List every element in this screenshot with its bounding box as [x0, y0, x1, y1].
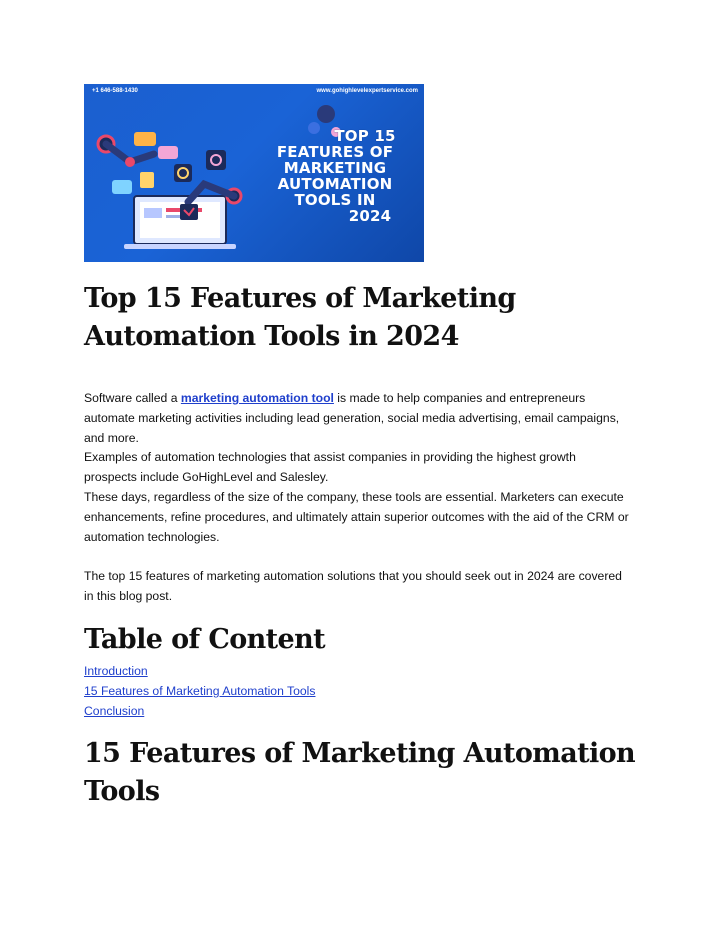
toc-link-features[interactable]: 15 Features of Marketing Automation Tools — [84, 683, 316, 698]
toc-link-introduction[interactable]: Introduction — [84, 664, 148, 678]
banner-phone: +1 646-588-1430 — [92, 88, 138, 94]
intro-essential-text: These days, regardless of the size of the company, these tools are essential. Marketers can execute enhancements, refine procedures, and ultimately attain superior outcomes with the aid of the CRM or automation technologies. — [84, 489, 629, 544]
features-section-heading: 15 Features of Marketing Automation Tools — [84, 738, 636, 807]
toc-heading: Table of Content — [84, 624, 326, 655]
banner-headline-line: TOP 15 — [334, 127, 396, 145]
article-title: Top 15 Features of Marketing Automation Tools in 2024 — [84, 283, 516, 352]
summary-paragraph: The top 15 features of marketing automation solutions that you should seek out in 2024 are covered in this blog post. — [84, 569, 622, 603]
intro-paragraph — [84, 389, 629, 547]
banner-headline-line: TOOLS IN — [294, 191, 376, 209]
toc-item — [84, 682, 315, 702]
intro-text: is made to help companies and entrepreneurs automate marketing activities including lead generation, social media advertising, email campaigns, and more. — [84, 391, 620, 445]
banner-headline-line: MARKETING — [283, 159, 387, 177]
intro-text: Software called a — [84, 391, 181, 405]
toc-item — [84, 662, 315, 682]
toc-link-conclusion[interactable]: Conclusion — [84, 703, 145, 718]
hero-banner-image — [84, 84, 424, 262]
banner-headline-line: AUTOMATION — [277, 175, 393, 193]
intro-examples-text: Examples of automation technologies that assist companies in providing the highest growth prospects include GoHighLevel and Salesley. — [84, 450, 576, 485]
banner-headline-line: 2024 — [348, 207, 392, 225]
banner-headline-line: FEATURES OF — [276, 143, 394, 161]
marketing-automation-tool-link[interactable]: marketing automation tool — [180, 391, 334, 405]
table-of-contents — [84, 662, 315, 721]
banner-url: www.gohighlevelexpertservice.com — [316, 88, 418, 94]
banner-headline — [254, 128, 416, 224]
toc-item — [84, 702, 315, 722]
